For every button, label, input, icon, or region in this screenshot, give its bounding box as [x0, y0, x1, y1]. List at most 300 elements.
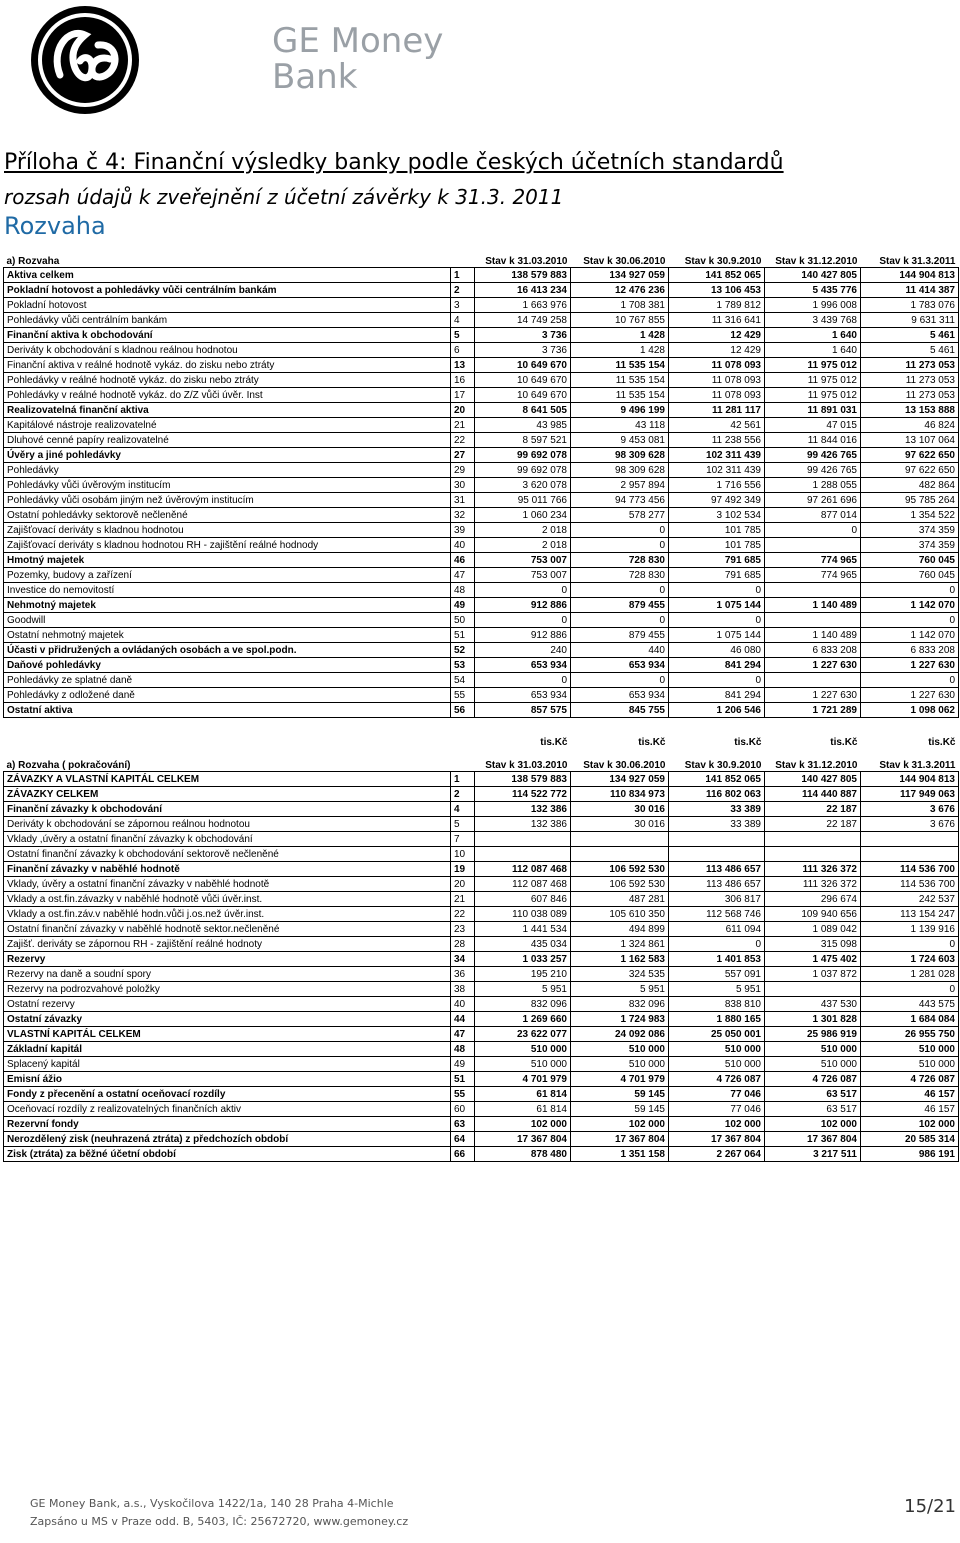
row-value: 112 087 468	[475, 862, 571, 877]
row-value: 1 708 381	[571, 298, 669, 313]
row-value: 11 975 012	[765, 373, 861, 388]
row-value: 114 536 700	[861, 877, 959, 892]
row-value: 986 191	[861, 1147, 959, 1162]
row-label: Pohledávky z odložené daně	[4, 688, 451, 703]
row-value: 435 034	[475, 937, 571, 952]
row-value: 1 140 489	[765, 598, 861, 613]
row-label: Účasti v přidružených a ovládaných osobách a ve spol.podn.	[4, 643, 451, 658]
row-value: 102 000	[571, 1117, 669, 1132]
table-row	[4, 892, 959, 907]
row-label: Nehmotný majetek	[4, 598, 451, 613]
row-value: 1 075 144	[669, 598, 765, 613]
row-code: 49	[451, 1057, 475, 1072]
table-row	[4, 658, 959, 673]
row-label: Realizovatelná finanční aktiva	[4, 403, 451, 418]
unit-label: tis.Kč	[928, 736, 956, 748]
row-value: 97 492 349	[669, 493, 765, 508]
page-subtitle: rozsah údajů k zveřejnění z účetní závěrky k 31.3. 2011	[4, 185, 564, 209]
row-value: 653 934	[571, 688, 669, 703]
row-value: 1 351 158	[571, 1147, 669, 1162]
row-label: Deriváty k obchodování s kladnou reálnou hodnotou	[4, 343, 451, 358]
row-value: 6 833 208	[861, 643, 959, 658]
row-value: 3 102 534	[669, 508, 765, 523]
table-row	[4, 1042, 959, 1057]
row-value: 0	[861, 937, 959, 952]
row-label: Pokladní hotovost	[4, 298, 451, 313]
row-value: 106 592 530	[571, 877, 669, 892]
row-code: 20	[451, 403, 475, 418]
row-value: 912 886	[475, 598, 571, 613]
row-code: 50	[451, 613, 475, 628]
header-spacer	[451, 245, 475, 268]
row-value: 46 157	[861, 1102, 959, 1117]
row-label: Ostatní nehmotný majetek	[4, 628, 451, 643]
row-value: 3 439 768	[765, 313, 861, 328]
row-value: 1 037 872	[765, 967, 861, 982]
row-value: 97 261 696	[765, 493, 861, 508]
row-value: 832 096	[475, 997, 571, 1012]
table-row	[4, 388, 959, 403]
row-value: 109 940 656	[765, 907, 861, 922]
row-value: 1 139 916	[861, 922, 959, 937]
row-value: 22 187	[765, 802, 861, 817]
row-value: 61 814	[475, 1102, 571, 1117]
row-value: 43 118	[571, 418, 669, 433]
row-value: 0	[475, 583, 571, 598]
row-value: 3 736	[475, 343, 571, 358]
row-value	[669, 832, 765, 847]
row-label: Oceňovací rozdíly z realizovatelných finančních aktiv	[4, 1102, 451, 1117]
row-value: 46 080	[669, 643, 765, 658]
row-value: 11 273 053	[861, 388, 959, 403]
row-value: 482 864	[861, 478, 959, 493]
row-value: 845 755	[571, 703, 669, 718]
table-row	[4, 688, 959, 703]
row-value: 1 140 489	[765, 628, 861, 643]
row-value: 728 830	[571, 568, 669, 583]
row-value: 26 955 750	[861, 1027, 959, 1042]
row-label: Fondy z přecenění a ostatní oceňovací rozdíly	[4, 1087, 451, 1102]
row-value: 841 294	[669, 658, 765, 673]
row-value: 25 986 919	[765, 1027, 861, 1042]
table-row	[4, 538, 959, 553]
row-label: Ostatní aktiva	[4, 703, 451, 718]
header-spacer	[451, 749, 475, 772]
row-code: 34	[451, 952, 475, 967]
row-code: 6	[451, 343, 475, 358]
row-value: 494 899	[571, 922, 669, 937]
row-code: 3	[451, 298, 475, 313]
row-value: 1 724 983	[571, 1012, 669, 1027]
row-value: 114 522 772	[475, 787, 571, 802]
row-value: 240	[475, 643, 571, 658]
row-value: 832 096	[571, 997, 669, 1012]
row-value: 510 000	[765, 1057, 861, 1072]
row-value: 17 367 804	[765, 1132, 861, 1147]
row-code: 39	[451, 523, 475, 538]
row-code: 47	[451, 568, 475, 583]
row-value: 25 050 001	[669, 1027, 765, 1042]
row-value: 1 428	[571, 328, 669, 343]
unit-label: tis.Kč	[830, 736, 858, 748]
row-code: 55	[451, 1087, 475, 1102]
page-title: Příloha č 4: Finanční výsledky banky podle českých účetních standardů	[4, 150, 784, 175]
row-value: 1 716 556	[669, 478, 765, 493]
row-label: ZÁVAZKY A VLASTNÍ KAPITÁL CELKEM	[4, 772, 451, 787]
row-value: 11 844 016	[765, 433, 861, 448]
row-value: 8 597 521	[475, 433, 571, 448]
row-value: 1 640	[765, 328, 861, 343]
row-value: 1 724 603	[861, 952, 959, 967]
table-row	[4, 1087, 959, 1102]
row-code: 1	[451, 268, 475, 283]
row-value: 33 389	[669, 817, 765, 832]
row-value: 1 206 546	[669, 703, 765, 718]
row-value: 0	[475, 613, 571, 628]
row-value: 4 726 087	[861, 1072, 959, 1087]
row-label: Nerozdělený zisk (neuhrazená ztráta) z předchozích období	[4, 1132, 451, 1147]
table-row	[4, 283, 959, 298]
row-value: 510 000	[861, 1042, 959, 1057]
row-value: 114 536 700	[861, 862, 959, 877]
row-value: 17 367 804	[669, 1132, 765, 1147]
row-value: 0	[765, 523, 861, 538]
row-value: 99 426 765	[765, 448, 861, 463]
row-value: 47 015	[765, 418, 861, 433]
row-value: 1 663 976	[475, 298, 571, 313]
row-value: 440	[571, 643, 669, 658]
row-value: 0	[861, 583, 959, 598]
row-value: 510 000	[669, 1057, 765, 1072]
row-value: 1 880 165	[669, 1012, 765, 1027]
table-row	[4, 478, 959, 493]
row-value: 102 311 439	[669, 448, 765, 463]
row-code: 38	[451, 982, 475, 997]
row-label: Kapitálové nástroje realizovatelné	[4, 418, 451, 433]
table-row	[4, 997, 959, 1012]
row-code: 13	[451, 358, 475, 373]
table-row	[4, 832, 959, 847]
row-value: 5 951	[475, 982, 571, 997]
row-value	[475, 832, 571, 847]
row-value: 611 094	[669, 922, 765, 937]
row-value: 0	[669, 937, 765, 952]
row-value: 95 011 766	[475, 493, 571, 508]
row-value: 0	[571, 673, 669, 688]
row-value: 753 007	[475, 568, 571, 583]
row-value: 132 386	[475, 817, 571, 832]
unit-row	[4, 735, 959, 749]
row-value: 1 324 861	[571, 937, 669, 952]
row-label: ZÁVAZKY CELKEM	[4, 787, 451, 802]
row-value: 63 517	[765, 1102, 861, 1117]
row-label: Pohledávky vůči osobám jiným než úvěrovým institucím	[4, 493, 451, 508]
brand-name	[272, 21, 444, 97]
row-value: 101 785	[669, 538, 765, 553]
table-row	[4, 802, 959, 817]
row-label: Pokladní hotovost a pohledávky vůči centrálním bankám	[4, 283, 451, 298]
section-title: Rozvaha	[4, 212, 106, 240]
row-value: 11 273 053	[861, 373, 959, 388]
row-value: 1 428	[571, 343, 669, 358]
table-row	[4, 703, 959, 718]
row-code: 40	[451, 997, 475, 1012]
table-row	[4, 1147, 959, 1162]
row-value: 510 000	[475, 1057, 571, 1072]
row-value: 11 891 031	[765, 403, 861, 418]
table-row	[4, 1057, 959, 1072]
table-row	[4, 328, 959, 343]
table-row	[4, 937, 959, 952]
row-value: 5 461	[861, 343, 959, 358]
row-value: 1 098 062	[861, 703, 959, 718]
row-code: 53	[451, 658, 475, 673]
row-value: 1 475 402	[765, 952, 861, 967]
row-label: Ostatní závazky	[4, 1012, 451, 1027]
table-row	[4, 613, 959, 628]
row-label: Goodwill	[4, 613, 451, 628]
row-label: Hmotný majetek	[4, 553, 451, 568]
table-row	[4, 982, 959, 997]
row-value: 43 985	[475, 418, 571, 433]
row-value: 42 561	[669, 418, 765, 433]
table-row	[4, 862, 959, 877]
row-value: 11 535 154	[571, 373, 669, 388]
row-value: 97 622 650	[861, 448, 959, 463]
row-code: 48	[451, 583, 475, 598]
row-value: 11 316 641	[669, 313, 765, 328]
row-value: 1 996 008	[765, 298, 861, 313]
row-value: 1 142 070	[861, 598, 959, 613]
row-value: 857 575	[475, 703, 571, 718]
row-value: 106 592 530	[571, 862, 669, 877]
column-header: Stav k 30.06.2010	[583, 256, 666, 267]
row-value: 138 579 883	[475, 268, 571, 283]
row-value: 16 413 234	[475, 283, 571, 298]
row-value: 132 386	[475, 802, 571, 817]
row-value: 5 435 776	[765, 283, 861, 298]
row-value: 144 904 813	[861, 772, 959, 787]
row-value: 13 107 064	[861, 433, 959, 448]
row-code: 2	[451, 283, 475, 298]
ge-logo	[30, 5, 140, 115]
row-value: 760 045	[861, 553, 959, 568]
row-value: 1 301 828	[765, 1012, 861, 1027]
row-label: Zajišťovací deriváty s kladnou hodnotou	[4, 523, 451, 538]
row-value: 112 087 468	[475, 877, 571, 892]
row-value: 140 427 805	[765, 772, 861, 787]
row-label: Pohledávky ze splatné daně	[4, 673, 451, 688]
row-label: Deriváty k obchodování se zápornou reálnou hodnotou	[4, 817, 451, 832]
table-row	[4, 922, 959, 937]
row-value: 510 000	[861, 1057, 959, 1072]
row-value: 1 227 630	[765, 658, 861, 673]
row-value: 17 367 804	[475, 1132, 571, 1147]
row-code: 54	[451, 673, 475, 688]
row-label: Rezervní fondy	[4, 1117, 451, 1132]
row-value: 1 281 028	[861, 967, 959, 982]
row-value: 1 789 812	[669, 298, 765, 313]
row-value: 0	[571, 583, 669, 598]
row-code: 63	[451, 1117, 475, 1132]
row-code: 23	[451, 922, 475, 937]
table-row	[4, 553, 959, 568]
row-value	[861, 832, 959, 847]
table-row	[4, 877, 959, 892]
table-row	[4, 673, 959, 688]
row-value: 912 886	[475, 628, 571, 643]
row-value: 1 227 630	[765, 688, 861, 703]
row-value: 105 610 350	[571, 907, 669, 922]
row-value: 753 007	[475, 553, 571, 568]
footer-address: GE Money Bank, a.s., Vyskočilova 1422/1a, 140 28 Praha 4-Michle	[30, 1497, 394, 1510]
row-code: 4	[451, 802, 475, 817]
row-value: 144 904 813	[861, 268, 959, 283]
table-row	[4, 1012, 959, 1027]
table-row	[4, 583, 959, 598]
row-value: 296 674	[765, 892, 861, 907]
header-row	[4, 749, 959, 772]
row-value: 23 622 077	[475, 1027, 571, 1042]
row-value: 5 461	[861, 328, 959, 343]
row-value: 4 726 087	[669, 1072, 765, 1087]
row-label: Pohledávky	[4, 463, 451, 478]
row-code: 40	[451, 538, 475, 553]
row-value: 9 496 199	[571, 403, 669, 418]
row-value: 1 684 084	[861, 1012, 959, 1027]
row-value: 110 038 089	[475, 907, 571, 922]
row-value: 0	[669, 673, 765, 688]
row-label: Splacený kapitál	[4, 1057, 451, 1072]
row-value: 99 692 078	[475, 463, 571, 478]
row-value: 10 649 670	[475, 388, 571, 403]
row-value: 1 227 630	[861, 688, 959, 703]
table-row	[4, 343, 959, 358]
row-value: 11 238 556	[669, 433, 765, 448]
row-code: 22	[451, 433, 475, 448]
table-row	[4, 1117, 959, 1132]
row-value: 102 000	[765, 1117, 861, 1132]
table-row	[4, 1102, 959, 1117]
row-code: 27	[451, 448, 475, 463]
row-value	[765, 613, 861, 628]
row-value: 879 455	[571, 628, 669, 643]
balance-liabilities-table	[3, 735, 959, 1162]
column-header: Stav k 30.9.2010	[684, 760, 762, 771]
row-label: Ostatní finanční závazky k obchodování sektorově nečleněné	[4, 847, 451, 862]
row-value: 11 535 154	[571, 388, 669, 403]
table-row	[4, 358, 959, 373]
row-value: 728 830	[571, 553, 669, 568]
row-value: 10 767 855	[571, 313, 669, 328]
unit-label: tis.Kč	[540, 736, 568, 748]
row-code: 51	[451, 1072, 475, 1087]
row-value: 12 429	[669, 328, 765, 343]
table-row	[4, 967, 959, 982]
header-row	[4, 245, 959, 268]
table-title: a) Rozvaha ( pokračování)	[6, 760, 131, 771]
row-value: 11 273 053	[861, 358, 959, 373]
row-value: 1 640	[765, 343, 861, 358]
column-header: Stav k 30.9.2010	[684, 256, 762, 267]
row-value: 1 354 522	[861, 508, 959, 523]
row-value: 1 142 070	[861, 628, 959, 643]
row-value: 114 440 887	[765, 787, 861, 802]
row-value: 102 000	[861, 1117, 959, 1132]
row-value: 11 078 093	[669, 373, 765, 388]
row-label: Aktiva celkem	[4, 268, 451, 283]
row-code: 66	[451, 1147, 475, 1162]
row-code: 21	[451, 892, 475, 907]
row-label: Pohledávky v reálné hodnotě vykáz. do zisku nebo ztráty	[4, 373, 451, 388]
row-value: 653 934	[475, 688, 571, 703]
row-label: Zajišťovací deriváty s kladnou hodnotou RH - zajištění reálné hodnody	[4, 538, 451, 553]
row-value: 11 975 012	[765, 358, 861, 373]
row-label: Rezervy na daně a soudní spory	[4, 967, 451, 982]
row-label: Zajišť. deriváty se zápornou RH - zajištění reálné hodnoty	[4, 937, 451, 952]
row-code: 32	[451, 508, 475, 523]
row-value: 9 631 311	[861, 313, 959, 328]
row-label: Pozemky, budovy a zařízení	[4, 568, 451, 583]
row-code: 52	[451, 643, 475, 658]
row-value: 17 367 804	[571, 1132, 669, 1147]
row-value: 113 486 657	[669, 862, 765, 877]
table-row	[4, 463, 959, 478]
row-value: 2 267 064	[669, 1147, 765, 1162]
row-value: 30 016	[571, 817, 669, 832]
table-row	[4, 433, 959, 448]
column-header: Stav k 31.12.2010	[775, 760, 858, 771]
row-code: 17	[451, 388, 475, 403]
row-value: 557 091	[669, 967, 765, 982]
table-row	[4, 418, 959, 433]
row-value: 374 359	[861, 538, 959, 553]
row-value	[765, 583, 861, 598]
row-code: 60	[451, 1102, 475, 1117]
row-value: 9 453 081	[571, 433, 669, 448]
row-value: 2 957 894	[571, 478, 669, 493]
row-code: 31	[451, 493, 475, 508]
row-value: 510 000	[571, 1042, 669, 1057]
row-value: 102 000	[475, 1117, 571, 1132]
row-value: 63 517	[765, 1087, 861, 1102]
row-value: 5 951	[669, 982, 765, 997]
row-value: 14 749 258	[475, 313, 571, 328]
row-value: 838 810	[669, 997, 765, 1012]
row-value: 3 676	[861, 802, 959, 817]
row-value: 0	[571, 613, 669, 628]
row-value	[765, 847, 861, 862]
row-code: 36	[451, 967, 475, 982]
table-row	[4, 568, 959, 583]
row-value: 841 294	[669, 688, 765, 703]
table-row	[4, 298, 959, 313]
row-value: 791 685	[669, 568, 765, 583]
row-code: 44	[451, 1012, 475, 1027]
row-value: 2 018	[475, 538, 571, 553]
row-code: 4	[451, 313, 475, 328]
brand-line1: GE Money	[272, 21, 444, 61]
row-code: 22	[451, 907, 475, 922]
row-code: 7	[451, 832, 475, 847]
row-value: 59 145	[571, 1102, 669, 1117]
row-value	[765, 538, 861, 553]
row-value: 877 014	[765, 508, 861, 523]
row-code: 29	[451, 463, 475, 478]
row-value: 94 773 456	[571, 493, 669, 508]
table-row	[4, 817, 959, 832]
row-value: 24 092 086	[571, 1027, 669, 1042]
